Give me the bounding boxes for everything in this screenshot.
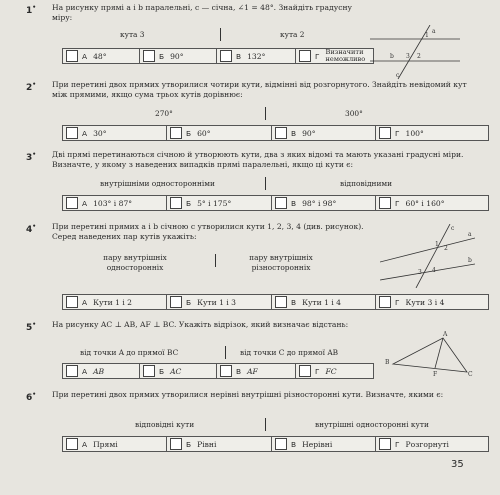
question-5: [26, 320, 492, 378]
sub-question-1: відповідні кути: [135, 420, 195, 429]
question-1: [26, 3, 492, 79]
divider: [215, 254, 216, 267]
label-c: C: [468, 371, 473, 378]
option-d[interactable]: Г Розгорнуті: [379, 438, 449, 450]
sub-question-1: внутрішніми односторонніми: [100, 179, 215, 188]
checkbox[interactable]: [66, 50, 78, 62]
label-2: 2: [417, 53, 421, 60]
option-a[interactable]: А AB: [66, 365, 104, 377]
checkbox[interactable]: [143, 50, 155, 62]
divider: [220, 28, 221, 41]
option-c[interactable]: В 90°: [275, 127, 316, 139]
option-d[interactable]: Г 60° і 160°: [379, 197, 445, 209]
answer-options: [62, 195, 489, 211]
sub-question-2: внутрішні односторонні кути: [315, 420, 429, 429]
label-b: B: [385, 359, 390, 366]
option-c[interactable]: В 132°: [220, 50, 265, 62]
label-a: a: [432, 28, 436, 35]
label-1: 1: [435, 241, 439, 248]
question-2: [26, 80, 492, 138]
sub-question-1: кута 3: [120, 30, 145, 39]
page-number: 35: [451, 459, 464, 470]
question-text: Дві прямі перетинаються січною й утворюють кути, два з яких відомі та мають указані градусні міри. Визначте, у якому з наведених випадків прямі паралельні, якщо ці кути є:: [52, 150, 464, 169]
option-d[interactable]: Г 100°: [379, 127, 424, 139]
option-a[interactable]: А 30°: [66, 127, 107, 139]
label-3: 3: [406, 53, 410, 60]
label-a: A: [443, 331, 448, 338]
option-c[interactable]: В Нерівні: [275, 438, 332, 450]
sub-question-1: 270°: [155, 109, 173, 118]
sub-question-2: пару внутрішніх різносторонніх: [249, 253, 313, 272]
option-b[interactable]: Б 90°: [143, 50, 184, 62]
sub-question-2: відповідними: [340, 179, 393, 188]
answer-options: [62, 363, 374, 379]
question-4: [26, 222, 492, 307]
divider: [225, 346, 226, 359]
answer-options: [62, 125, 489, 141]
figure-transversal: [380, 224, 475, 288]
option-b[interactable]: Б 5° і 175°: [170, 197, 231, 209]
question-number: 3•: [26, 151, 37, 163]
option-d[interactable]: Г Кути 3 і 4: [379, 296, 444, 308]
sub-question-2: від точки C до прямої AB: [240, 348, 339, 357]
question-text: При перетині двох прямих утворилися чотири кути, відмінні від розгорнутого. Знайдіть невідомий кут між прямими, якщо сума трьох кутів дорівнює:: [52, 80, 467, 99]
option-b[interactable]: Б Кути 1 і 3: [170, 296, 236, 308]
option-b[interactable]: Б Рівні: [170, 438, 216, 450]
option-a[interactable]: А Прямі: [66, 438, 118, 450]
option-c[interactable]: В 98° і 98°: [275, 197, 336, 209]
label-3: 3: [418, 269, 422, 276]
question-text: При перетині прямих a і b січною c утворилися кути 1, 2, 3, 4 (див. рисунок). Серед наведених пар кутів укажіть:: [52, 222, 364, 241]
option-c[interactable]: В AF: [220, 365, 258, 377]
checkbox[interactable]: [220, 50, 232, 62]
option-d[interactable]: Г Визначити неможливо: [299, 49, 374, 63]
divider: [265, 107, 266, 120]
question-text: На рисунку AC ⊥ AB, AF ⊥ BC. Укажіть відрізок, який визначає відстань:: [52, 320, 349, 329]
question-number: 5•: [26, 321, 37, 333]
divider: [265, 418, 266, 431]
label-4: 4: [432, 267, 436, 274]
divider: [265, 177, 266, 190]
sub-question-1: пару внутрішніх односторонніх: [103, 253, 167, 272]
question-number: 2•: [26, 81, 37, 93]
label-c: c: [396, 72, 400, 79]
figure-triangle: [385, 328, 475, 382]
answer-options: [62, 436, 489, 452]
option-c[interactable]: В Кути 1 і 4: [275, 296, 341, 308]
label-c: c: [451, 225, 455, 232]
question-number: 4•: [26, 223, 37, 235]
option-d[interactable]: Г FC: [299, 365, 337, 377]
question-text: При перетині двох прямих утворилися нерівні внутрішні різносторонні кути. Визначте, якими є:: [52, 390, 444, 399]
option-a[interactable]: А Кути 1 і 2: [66, 296, 132, 308]
question-text: На рисунку прямі a і b паралельні, c — січна, ∠1 = 48°. Знайдіть градусну міру:: [52, 3, 352, 22]
label-2: 2: [444, 245, 448, 252]
label-a: a: [468, 231, 472, 238]
option-a[interactable]: А 103° і 87°: [66, 197, 132, 209]
checkbox[interactable]: [299, 50, 311, 62]
label-f: F: [433, 371, 438, 378]
label-b: b: [390, 53, 394, 60]
option-a[interactable]: А 48°: [66, 50, 107, 62]
figure-parallel-lines: [370, 25, 460, 80]
question-3: [26, 150, 492, 208]
label-b: b: [468, 257, 472, 264]
answer-options: [62, 48, 374, 64]
sub-question-2: 300°: [345, 109, 363, 118]
question-6: [26, 390, 492, 449]
question-number: 6•: [26, 391, 37, 403]
option-b[interactable]: Б 60°: [170, 127, 211, 139]
label-1: 1: [425, 32, 429, 39]
sub-question-1: від точки A до прямої BC: [80, 348, 179, 357]
question-number: 1•: [26, 4, 37, 16]
option-b[interactable]: Б AC: [143, 365, 181, 377]
answer-options: [62, 294, 489, 310]
sub-question-2: кута 2: [280, 30, 305, 39]
